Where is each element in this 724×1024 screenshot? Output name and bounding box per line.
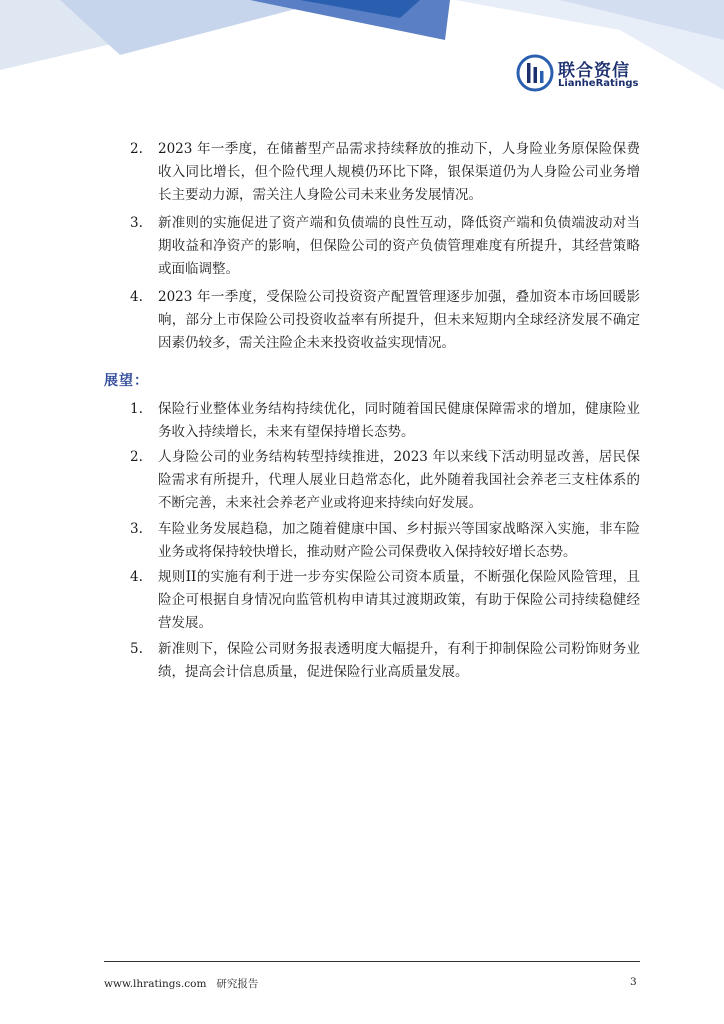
list-text: 2023 年一季度，受保险公司投资资产配置管理逐步加强，叠加资本市场回暖影响，部分上市保险公司投资收益率有所提升，但未来短期内全球经济发展不确定因素仍较多，需关注险企未来投资收益实现情况。 [158,289,640,351]
footer-website-link[interactable]: www.lhratings.com [104,978,207,990]
list-text: 人身险公司的业务结构转型持续推进，2023 年以来线下活动明显改善，居民保险需求有所提升，代理人展业日趋常态化，此外随着我国社会养老三支柱体系的不断完善，未来社会养老产业或将迎来持续向好发展。 [158,449,640,511]
section-heading-outlook: 展望： [104,373,149,389]
list-text: 规则II的实施有利于进一步夯实保险公司资本质量，不断强化保险风险管理，且险企可根据自身情况向监管机构申请其过渡期政策，有助于保险公司持续稳健经营发展。 [158,569,640,631]
lianhe-logo-icon [516,54,554,92]
list-number: 4. [130,569,143,585]
list-text: 2023 年一季度，在储蓄型产品需求持续释放的推动下，人身险业务原保险保费收入同比增长，但个险代理人规模仍环比下降，银保渠道仍为人身险公司业务增长主要动力源，需关注人身险公司未来业务发展情况。 [158,141,640,203]
list-number: 5. [130,641,143,657]
list-number: 4. [130,289,143,305]
list-number: 2. [130,449,143,465]
brand-name-en: LianheRatings [558,78,639,89]
footer-info [104,976,258,991]
list-text: 车险业务发展趋稳，加之随着健康中国、乡村振兴等国家战略深入实施，非车险业务或将保持较快增长，推动财产险公司保费收入保持较好增长态势。 [158,521,640,560]
footer-doc-type: 研究报告 [216,978,259,990]
list-number: 3. [130,215,143,231]
list-text: 新准则的实施促进了资产端和负债端的良性互动，降低资产端和负债端波动对当期收益和净资产的影响，但保险公司的资产负债管理难度有所提升，其经营策略或面临调整。 [158,215,640,277]
brand-logo [516,54,646,94]
list-number: 3. [130,521,143,537]
footer-divider [104,961,640,962]
list-number: 1. [130,401,143,417]
list-number: 2. [130,141,143,157]
list-text: 保险行业整体业务结构持续优化，同时随着国民健康保障需求的增加，健康险业务收入持续增长，未来有望保持增长态势。 [158,401,640,440]
page-number: 3 [630,976,637,988]
brand-name-cn: 联合资信 [558,61,630,81]
list-text: 新准则下，保险公司财务报表透明度大幅提升，有利于抑制保险公司粉饰财务业绩，提高会计信息质量，促进保险行业高质量发展。 [158,641,640,680]
